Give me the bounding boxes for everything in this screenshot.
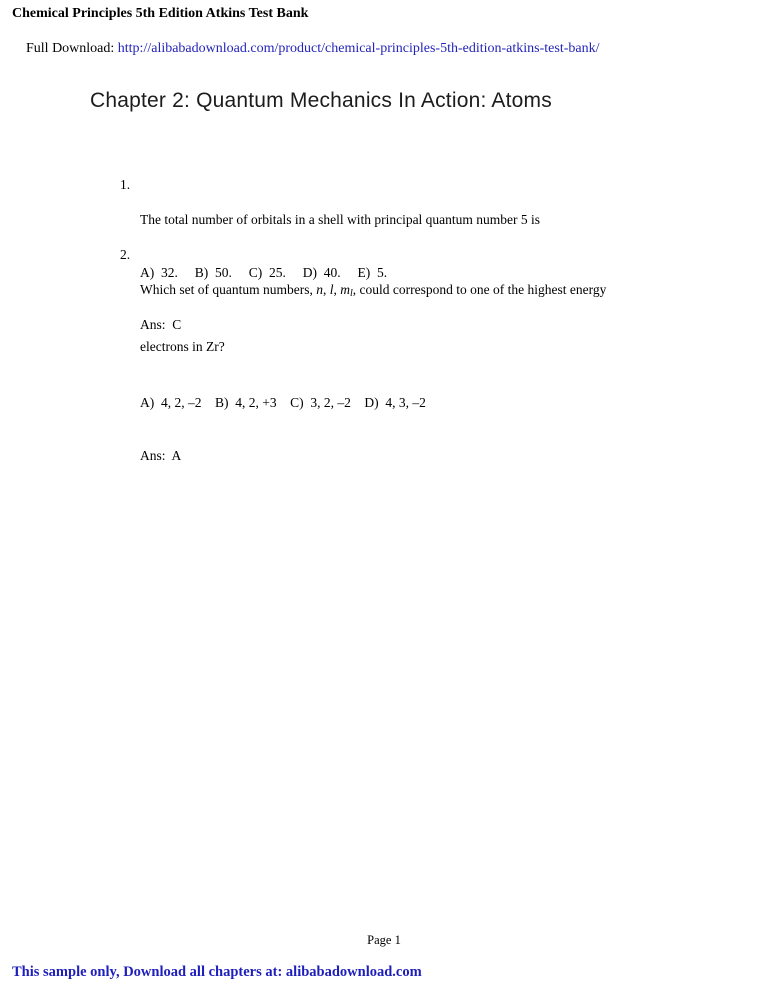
variable-m: m xyxy=(340,282,350,297)
variable-l: l xyxy=(329,282,334,297)
question-options: A) 32. B) 50. C) 25. D) 40. E) 5. xyxy=(140,264,388,280)
question-text-line2: electrons in Zr? xyxy=(140,338,225,354)
question-answer: Ans: A xyxy=(140,447,182,463)
variable-n: n xyxy=(316,282,323,297)
question-text: Which set of quantum numbers, n, l, ml, could correspond to one of the highest energy xyxy=(140,282,607,299)
chapter-title: Chapter 2: Quantum Mechanics In Action: Atoms xyxy=(90,89,552,112)
question-number: 2. xyxy=(120,247,131,262)
download-label: Full Download: xyxy=(26,41,118,56)
question-answer: Ans: C xyxy=(140,317,182,332)
footer-download-link[interactable]: This sample only, Download all chapters at: alibabadownload.com xyxy=(12,964,422,980)
question-text: The total number of orbitals in a shell with principal quantum number 5 is xyxy=(140,212,541,227)
question-2 xyxy=(120,246,606,499)
question-options: A) 4, 2, –2 B) 4, 2, +3 C) 3, 2, –2 D) 4, 3, –2 xyxy=(140,395,426,410)
download-link[interactable]: http://alibabadownload.com/product/chemical-principles-5th-edition-atkins-test-bank/ xyxy=(117,41,600,56)
document-title: Chemical Principles 5th Edition Atkins Test Bank xyxy=(12,6,309,21)
variable-m-subscript: l xyxy=(349,288,353,299)
download-line xyxy=(12,25,599,73)
question-number: 1. xyxy=(120,177,131,192)
page-number: Page 1 xyxy=(367,933,401,947)
